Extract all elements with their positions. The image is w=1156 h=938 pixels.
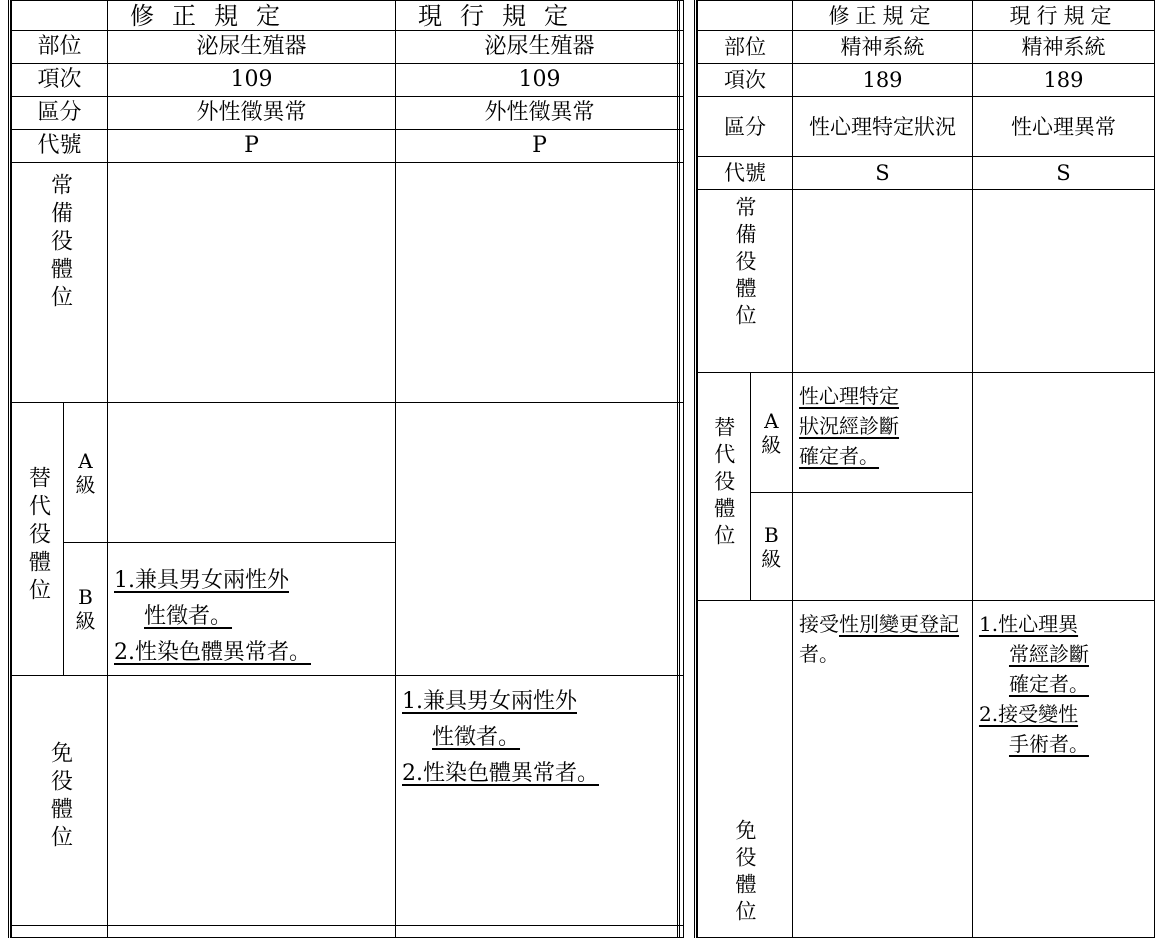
- row-label-part: 部位: [12, 31, 108, 64]
- row-label-code: 代號: [698, 157, 793, 190]
- row-label-item: 項次: [698, 64, 793, 97]
- amended-code: S: [793, 157, 973, 190]
- row-label-exempt: 免役體位: [12, 676, 108, 926]
- row-label-substitute: 替代役體位: [698, 373, 751, 601]
- grade-a-label: A 級: [750, 373, 792, 493]
- current-part: 精神系統: [972, 31, 1154, 64]
- amended-exempt: 接受性別變更登記者。: [793, 601, 973, 938]
- amended-grade-b: [793, 493, 973, 601]
- left-comparison-table: [8, 0, 680, 938]
- row-label-part: 部位: [698, 31, 793, 64]
- header-corner: [12, 1, 108, 31]
- current-code: S: [972, 157, 1154, 190]
- grade-b-label: B 級: [750, 493, 792, 601]
- current-category: 外性徵異常: [396, 97, 684, 130]
- amended-grade-b: 1.兼具男女兩性外 性徵者。 2.性染色體異常者。: [108, 543, 396, 676]
- amended-category: 性心理特定狀況: [793, 97, 973, 157]
- header-current: 現行規定: [396, 1, 684, 31]
- current-exempt: 1.性心理異 常經診斷 確定者。 2.接受變性 手術者。: [972, 601, 1154, 938]
- amended-grade-a: 性心理特定 狀況經診斷 確定者。: [793, 373, 973, 493]
- current-part: 泌尿生殖器: [396, 31, 684, 64]
- grade-b-label: B 級: [64, 543, 108, 676]
- amended-category: 外性徵異常: [108, 97, 396, 130]
- amended-item: 109: [108, 64, 396, 97]
- header-corner: [698, 1, 793, 31]
- row-label-regular: 常備役體位: [698, 190, 793, 373]
- row-label-substitute: 替代役體位: [12, 403, 64, 676]
- amended-grade-a: [108, 403, 396, 543]
- row-label-regular: 常備役體位: [12, 163, 108, 403]
- current-substitute: [396, 403, 684, 676]
- row-label-exempt: 免役體位: [698, 601, 793, 938]
- header-amended: 修正規定: [108, 1, 396, 31]
- current-item: 109: [396, 64, 684, 97]
- amended-regular: [793, 190, 973, 373]
- current-category: 性心理異常: [972, 97, 1154, 157]
- row-label-category: 區分: [12, 97, 108, 130]
- header-current: 現行規定: [972, 1, 1154, 31]
- current-item: 189: [972, 64, 1154, 97]
- right-comparison-table: [694, 0, 1156, 938]
- current-exempt: 1.兼具男女兩性外 性徵者。 2.性染色體異常者。: [396, 676, 684, 926]
- amended-item: 189: [793, 64, 973, 97]
- current-substitute: [972, 373, 1154, 601]
- header-amended: 修正規定: [793, 1, 973, 31]
- amended-code: P: [108, 130, 396, 163]
- current-regular: [972, 190, 1154, 373]
- amended-regular: [108, 163, 396, 403]
- amended-part: 精神系統: [793, 31, 973, 64]
- current-code: P: [396, 130, 684, 163]
- grade-a-label: A 級: [64, 403, 108, 543]
- row-label-category: 區分: [698, 97, 793, 157]
- amended-part: 泌尿生殖器: [108, 31, 396, 64]
- row-label-item: 項次: [12, 64, 108, 97]
- current-regular: [396, 163, 684, 403]
- amended-exempt: [108, 676, 396, 926]
- row-label-code: 代號: [12, 130, 108, 163]
